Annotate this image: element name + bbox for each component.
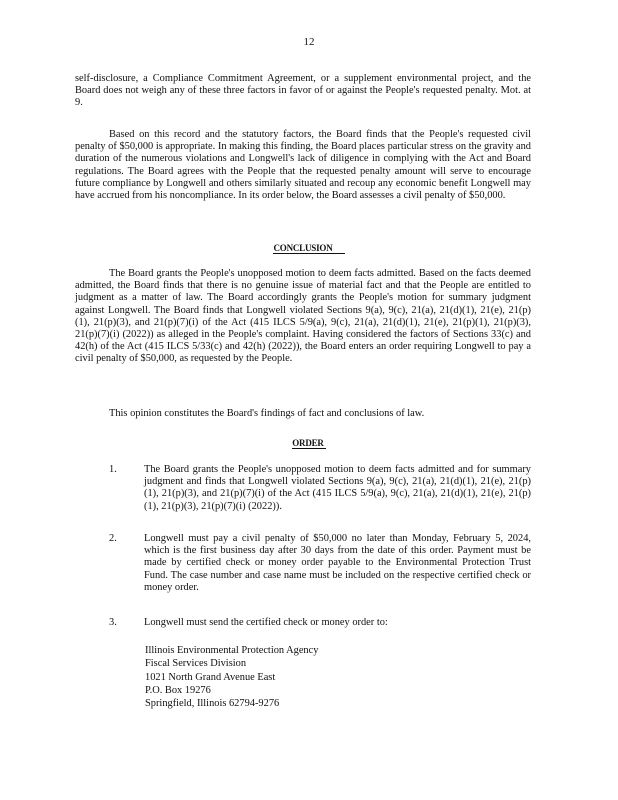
conclusion-heading-text: CONCLUSION [273, 243, 344, 254]
page-number: 12 [303, 36, 315, 48]
address-line: 1021 North Grand Avenue East [145, 671, 276, 683]
order-item-number: 3. [109, 617, 117, 628]
address-line: Illinois Environmental Protection Agency [145, 645, 319, 656]
order-item-text: Longwell must send the certified check or money order to: [144, 617, 388, 628]
paragraph-penalty-finding: Based on this record and the statutory factors, the Board finds that the People's requested civil penalty of $50,000 is appropriate. In making this finding, the Board places particular stress on the gravity and duration of the numerous violations and Longwell's lack of diligence in complying with the Act and Board regulations. The Board agrees with the People that the requested penalty amount will serve to encourage future compliance by Longwell and others similarly situated and recoup any economic benefit Longwell may have accrued from his noncompliance. In its order below, the Board assesses a civil penalty of $50,000. [75, 129, 531, 202]
paragraph-factors: self-disclosure, a Compliance Commitment Agreement, or a supplement environmental project, and the Board does not weigh any of these three factors in favor of or against the People's requested penalty. Mot. at 9. [75, 73, 531, 109]
order-item-number: 1. [109, 464, 117, 475]
conclusion-heading [0, 242, 618, 254]
address-line: Springfield, Illinois 62794-9276 [145, 698, 280, 710]
order-item [109, 617, 531, 629]
order-item [109, 464, 531, 513]
mailing-address [145, 645, 445, 711]
order-item-text: Longwell must pay a civil penalty of $50,000 no later than Monday, February 5, 2024, which is the first business day after 30 days from the date of this order. Payment must be made by certified check or money order payable to the Environmental Protection Trust Fund. The case number and case name must be included on the respective certified check or money order. [144, 533, 531, 593]
address-line: P.O. Box 19276 [145, 684, 211, 696]
address-line: Fiscal Services Division [145, 658, 247, 670]
order-heading-text: ORDER [292, 438, 324, 448]
order-item-number: 2. [109, 533, 117, 544]
paragraph-conclusion: The Board grants the People's unopposed motion to deem facts admitted. Based on the facts deemed admitted, the Board finds that there is no genuine issue of material fact and that the People are entitled to judgment as a matter of law. The Board accordingly grants the People's motion for summary judgment against Longwell. The Board finds that Longwell violated Sections 9(a), 9(c), 21(a), 21(d)(1), 21(e), 21(p)(1), 21(p)(3), and 21(p)(7)(i) of the Act (415 ILCS 5/9(a), 9(c), 21(a), 21(d)(1), 21(e), 21(p)(1), 21(p)(3), 21(p)(7)(i) (2022)) as alleged in the People's complaint. Having considered the factors of Sections 33(c) and 42(h) of the Act (415 ILCS 5/33(c) and 42(h) (2022)), the Board enters an order requiring Longwell to pay a civil penalty of $50,000, as requested by the People. [75, 268, 531, 365]
order-item-text: The Board grants the People's unopposed motion to deem facts admitted and for summary judgment and finds that Longwell violated Sections 9(a), 9(c), 21(a), 21(d)(1), 21(e), 21(p)(1), 21(p)(3), and 21(p)(7)(i) of the Act (415 ILCS 5/9(a), 9(c), 21(a), 21(d)(1), 21(e), 21(p)(1), 21(p)(3), 21(p)(7)(i) (2022)). [144, 464, 531, 512]
paragraph-opinion-statement: This opinion constitutes the Board's findings of fact and conclusions of law. [109, 408, 425, 419]
order-heading [0, 437, 618, 449]
order-item [109, 533, 531, 594]
